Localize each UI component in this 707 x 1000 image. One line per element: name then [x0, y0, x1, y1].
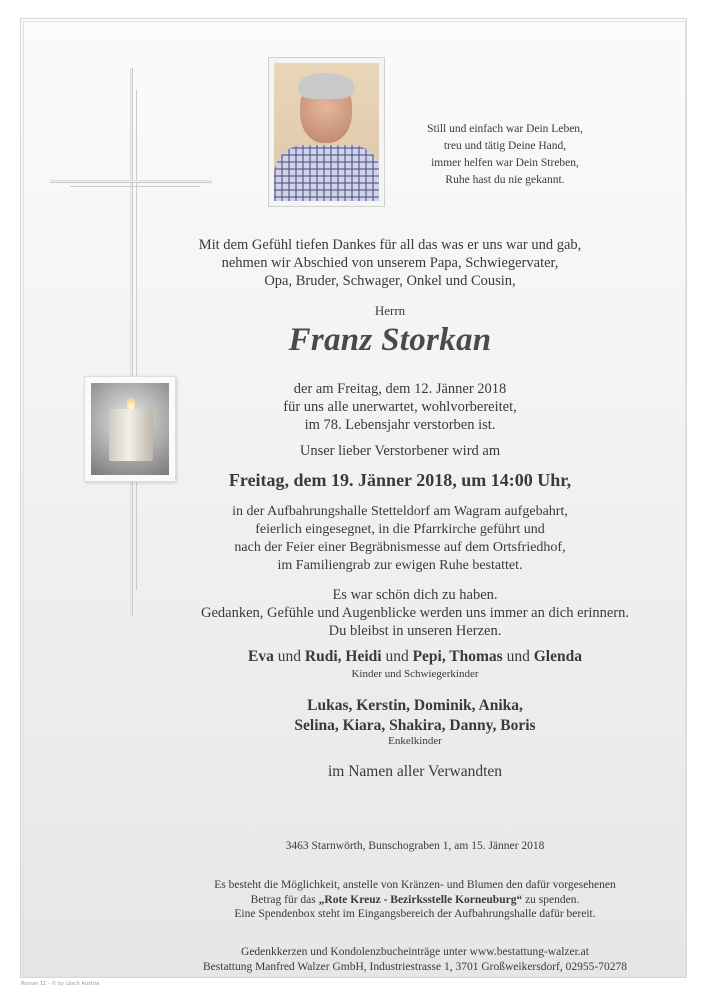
poem-line: treu und tätig Deine Hand, [443, 140, 567, 152]
grandchildren-names [150, 696, 680, 736]
funeral-date: Freitag, dem 19. Jänner 2018, um 14:00 Uhr, [228, 470, 572, 490]
funeral-details-line: feierlich eingesegnet, in die Pfarrkirche geführt und [255, 522, 545, 537]
child-name: Eva [248, 648, 274, 665]
cross-vertical-line [136, 90, 137, 590]
relatives-line: im Namen aller Verwandten [327, 763, 503, 780]
funeral-home-line: Gedenkkerzen und Kondolenzbucheinträge unter www.bestattung-walzer.at [241, 946, 589, 958]
grandchildren-line: Selina, Kiara, Shakira, Danny, Boris [294, 717, 536, 734]
death-notice-line: für uns alle unerwartet, wohlvorbereitet, [283, 399, 517, 415]
death-notice-line: der am Freitag, dem 12. Jänner 2018 [293, 381, 507, 397]
conjunction: und [277, 648, 302, 665]
funeral-home-info [150, 945, 680, 975]
funeral-details-line: nach der Feier einer Begräbnismesse auf dem Ortsfriedhof, [234, 540, 566, 555]
portrait-image [274, 63, 379, 201]
grandchildren-line: Lukas, Kerstin, Dominik, Anika, [307, 697, 523, 714]
child-name: Rudi, Heidi [304, 648, 382, 665]
funeral-details [150, 503, 650, 575]
flame-icon [127, 397, 135, 411]
memorial-quote [150, 586, 680, 640]
donation-recipient: „Rote Kreuz - Bezirksstelle Korneuburg“ [318, 893, 523, 906]
portrait-shirt [274, 145, 379, 201]
children-role: Kinder und Schwiegerkinder [351, 668, 479, 680]
donation-line [150, 893, 680, 908]
donation-prefix: Betrag für das [250, 893, 316, 906]
cross-horizontal-line [70, 186, 200, 187]
child-name: Glenda [533, 648, 582, 665]
candle-photo [84, 376, 176, 482]
donation-note [150, 878, 680, 922]
grandchildren-role: Enkelkinder [388, 735, 442, 747]
poem-line: immer helfen war Dein Streben, [431, 157, 579, 169]
intro-line: Opa, Bruder, Schwager, Onkel und Cousin, [264, 273, 516, 289]
intro-line: Mit dem Gefühl tiefen Dankes für all das was er uns war und gab, [198, 237, 582, 253]
portrait-hair [298, 73, 354, 99]
template-footnote: Roman 11 - © by Lösch Austria [21, 981, 100, 987]
poem [415, 121, 595, 189]
conjunction: und [506, 648, 530, 665]
conjunction: und [385, 648, 409, 665]
quote-line: Gedanken, Gefühle und Augenblicke werden uns immer an dich erinnern. [200, 605, 629, 621]
donation-line: Es besteht die Möglichkeit, anstelle von Kränzen- und Blumen den dafür vorgesehenen [214, 879, 616, 891]
funeral-home-line: Bestattung Manfred Walzer GmbH, Industriestrasse 1, 3701 Großweikersdorf, 02955-70278 [203, 961, 627, 973]
portrait-photo [268, 57, 385, 207]
funeral-details-line: in der Aufbahrungshalle Stetteldorf am Wagram aufgebahrt, [232, 504, 568, 519]
candle-icon [109, 409, 153, 461]
salutation: Herrn [374, 303, 406, 318]
donation-line: Eine Spendenbox steht im Eingangsbereich der Aufbahrungshalle dafür bereit. [234, 908, 596, 920]
funeral-intro: Unser lieber Verstorbener wird am [299, 443, 501, 459]
address-line: 3463 Starnwörth, Bunschograben 1, am 15. Jänner 2018 [285, 840, 545, 852]
donation-suffix: zu spenden. [525, 893, 580, 906]
deceased-name: Franz Storkan [288, 322, 492, 358]
quote-line: Es war schön dich zu haben. [332, 587, 498, 603]
cross-horizontal-bar [50, 180, 212, 183]
children-names [150, 648, 680, 666]
intro-line: nehmen wir Abschied von unserem Papa, Schwiegervater, [221, 255, 559, 271]
quote-line: Du bleibst in unseren Herzen. [328, 623, 502, 639]
death-notice-line: im 78. Lebensjahr verstorben ist. [304, 417, 496, 433]
poem-line: Still und einfach war Dein Leben, [427, 123, 583, 135]
candle-image [91, 383, 169, 475]
child-name: Pepi, Thomas [412, 648, 503, 665]
death-notice [200, 380, 600, 434]
cross-vertical-bar [130, 68, 133, 616]
poem-line: Ruhe hast du nie gekannt. [445, 174, 565, 186]
intro-text [150, 236, 630, 290]
funeral-details-line: im Familiengrab zur ewigen Ruhe bestattet. [277, 558, 523, 573]
